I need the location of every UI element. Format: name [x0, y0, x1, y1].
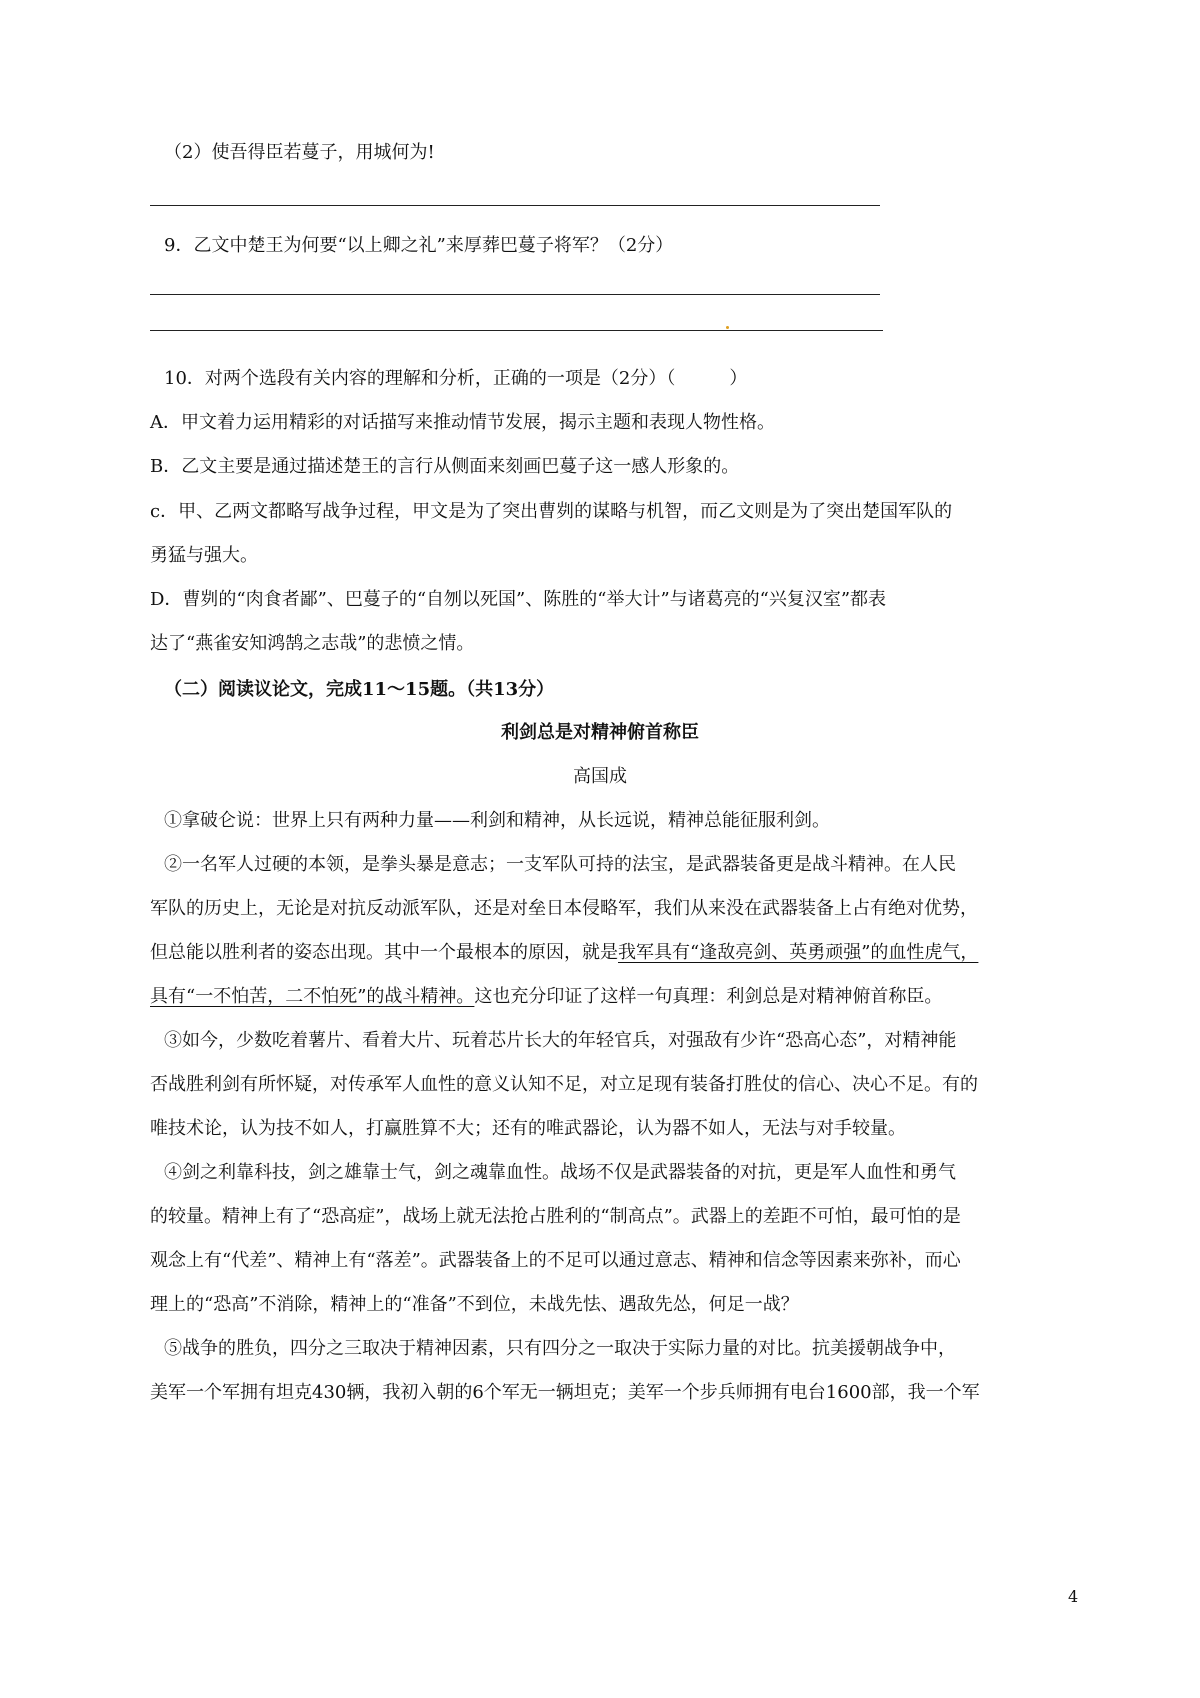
- question-10-stem: 10．对两个选段有关内容的理解和分析，正确的一项是（2分）（ ）: [164, 368, 748, 389]
- answer-line-9b[interactable]: [150, 330, 883, 331]
- underlined-sentence-part1: 我军具有“逢敌亮剑、英勇顽强”的血性虎气，: [618, 942, 979, 963]
- underlined-sentence-part2: 具有“一不怕苦，二不怕死”的战斗精神。: [150, 986, 475, 1007]
- essay-paragraph-3-line3: 唯技术论，认为技不如人，打赢胜算不大；还有的唯武器论，认为器不如人，无法与对手较量。: [150, 1118, 906, 1139]
- section-heading: （二）阅读议论文，完成11～15题。（共13分）: [164, 679, 555, 700]
- essay-paragraph-5-line1: ⑤战争的胜负，四分之三取决于精神因素，只有四分之一取决于实际力量的对比。抗美援朝战争中，: [164, 1338, 956, 1359]
- question-10-option-c-line2: 勇猛与强大。: [150, 545, 258, 566]
- plain-text: 这也充分印证了这样一句真理：利剑总是对精神俯首称臣。: [474, 986, 943, 1007]
- essay-paragraph-5-line2: 美军一个军拥有坦克430辆，我初入朝的6个军无一辆坦克；美军一个步兵师拥有电台1600部，我一个军: [150, 1382, 980, 1403]
- essay-paragraph-4-line4: 理上的“恐高”不消除，精神上的“准备”不到位，未战先怯、遇敌先怂，何足一战？: [150, 1294, 799, 1315]
- essay-paragraph-4-line2: 的较量。精神上有了“恐高症”，战场上就无法抢占胜利的“制高点”。武器上的差距不可怕，最可怕的是: [150, 1206, 961, 1227]
- question-10-option-d-line2: 达了“燕雀安知鸿鹄之志哉”的悲愤之情。: [150, 633, 475, 654]
- stray-mark: [726, 326, 729, 329]
- essay-title: 利剑总是对精神俯首称臣: [501, 722, 699, 743]
- essay-author: 高国成: [573, 766, 627, 787]
- essay-paragraph-4-line3: 观念上有“代差”、精神上有“落差”。武器装备上的不足可以通过意志、精神和信念等因素来弥补，而心: [150, 1250, 961, 1271]
- essay-paragraph-3-line1: ③如今，少数吃着薯片、看着大片、玩着芯片长大的年轻官兵，对强敌有少许“恐高心态”，对精神能: [164, 1030, 957, 1051]
- essay-paragraph-2-line3: [150, 940, 978, 966]
- question-10-option-a: A．甲文着力运用精彩的对话描写来推动情节发展，揭示主题和表现人物性格。: [150, 412, 775, 433]
- question-10-option-d-line1: D．曹刿的“肉食者鄙”、巴蔓子的“自刎以死国”、陈胜的“举大计”与诸葛亮的“兴复汉室”都表: [150, 589, 887, 610]
- essay-paragraph-2-line1: ②一名军人过硬的本领，是拳头暴是意志；一支军队可持的法宝，是武器装备更是战斗精神。在人民: [164, 854, 956, 875]
- essay-paragraph-3-line2: 否战胜利剑有所怀疑，对传承军人血性的意义认知不足，对立足现有装备打胜仗的信心、决心不足。有的: [150, 1074, 978, 1095]
- question-10-option-b: B．乙文主要是通过描述楚王的言行从侧面来刻画巴蔓子这一感人形象的。: [150, 456, 740, 477]
- question-8-2: （2）使吾得臣若蔓子，用城何为!: [164, 142, 435, 163]
- question-10-option-c-line1: c．甲、乙两文都略写战争过程，甲文是为了突出曹刿的谋略与机智，而乙文则是为了突出楚国军队的: [150, 501, 953, 522]
- page-number: 4: [1068, 1587, 1079, 1606]
- question-9: 9．乙文中楚王为何要“以上卿之礼”来厚葬巴蔓子将军？（2分）: [164, 235, 674, 256]
- essay-paragraph-2-line2: 军队的历史上，无论是对抗反动派军队，还是对垒日本侵略军，我们从来没在武器装备上占有绝对优势，: [150, 898, 978, 919]
- answer-line-8-2[interactable]: [150, 205, 880, 206]
- plain-text: 但总能以胜利者的姿态出现。其中一个最根本的原因，就是: [150, 942, 618, 963]
- essay-paragraph-2-line4: [150, 984, 942, 1010]
- essay-paragraph-4-line1: ④剑之利靠科技，剑之雄靠士气，剑之魂靠血性。战场不仅是武器装备的对抗，更是军人血性和勇气: [164, 1162, 956, 1183]
- essay-paragraph-1: ①拿破仑说：世界上只有两种力量——利剑和精神，从长远说，精神总能征服利剑。: [164, 810, 830, 831]
- answer-line-9a[interactable]: [150, 294, 880, 295]
